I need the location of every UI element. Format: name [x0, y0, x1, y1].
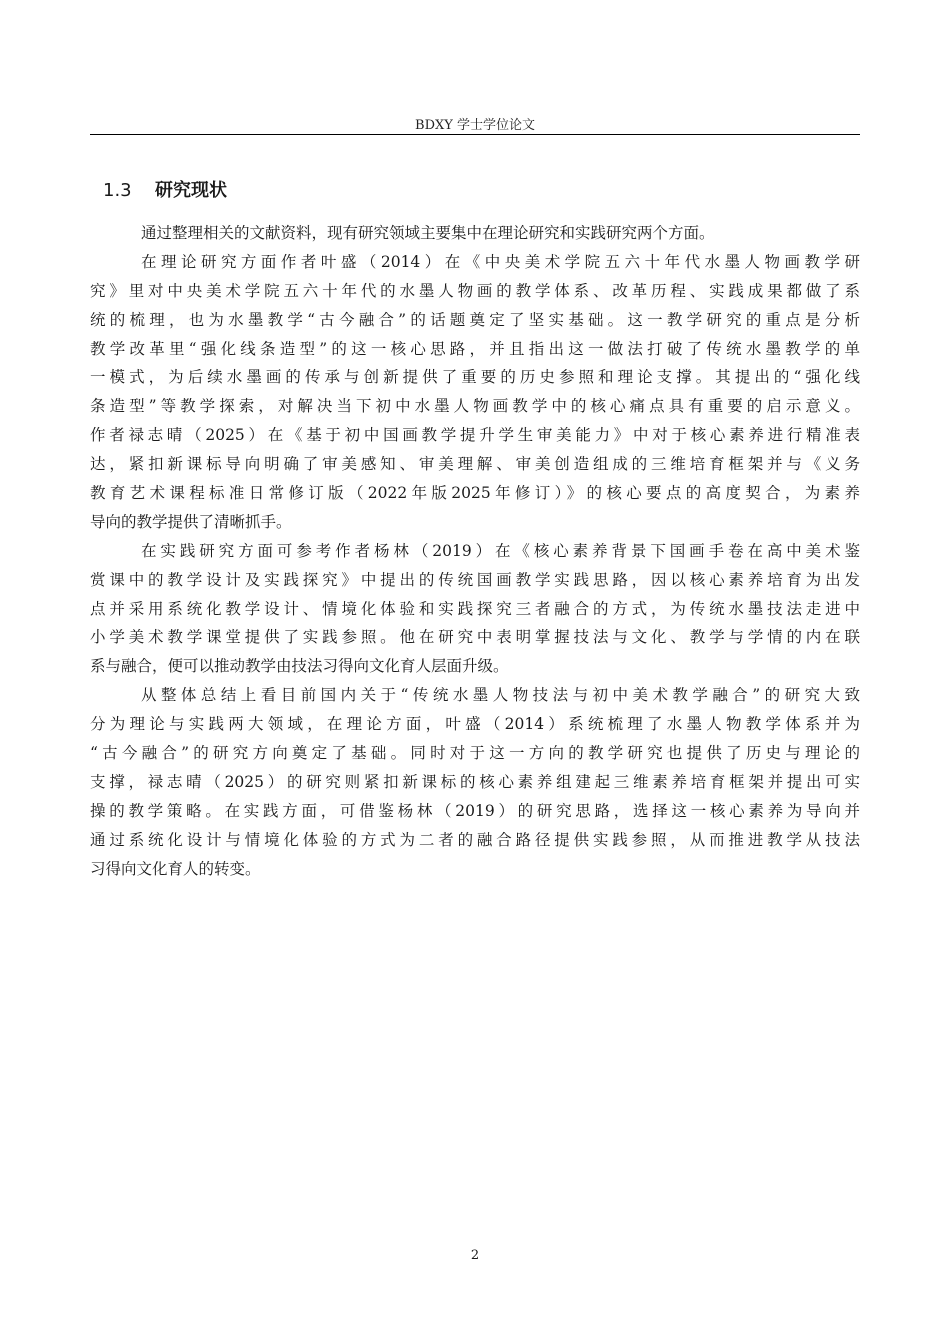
paragraph-line: 教育艺术课程标准日常修订版（2022年版2025年修订）》的核心要点的高度契合，为素养 — [90, 484, 860, 503]
paragraph-line: 点并采用系统化教学设计、情境化体验和实践探究三者融合的方式，为传统水墨技法走进中 — [90, 599, 860, 618]
section-number: 1.3 — [103, 180, 132, 201]
paragraph-line: 在实践研究方面可参考作者杨林（2019）在《核心素养背景下国画手卷在高中美术鉴 — [141, 541, 860, 560]
paragraph-line: “古今融合”的研究方向奠定了基础。同时对于这一方向的教学研究也提供了历史与理论的 — [90, 744, 860, 763]
section-heading — [103, 178, 227, 204]
paragraph-line: 从整体总结上看目前国内关于“传统水墨人物技法与初中美术教学融合”的研究大致 — [141, 686, 860, 705]
paragraph-line: 究》里对中央美术学院五六十年代的水墨人物画的教学体系、改革历程、实践成果都做了系 — [90, 281, 860, 300]
paragraph-line: 在理论研究方面作者叶盛（2014）在《中央美术学院五六十年代水墨人物画教学研 — [141, 252, 860, 271]
body-text — [90, 219, 860, 883]
paragraph-line: 条造型”等教学探索，对解决当下初中水墨人物画教学中的核心痛点具有重要的启示意义。 — [90, 397, 860, 416]
paragraph-line: 操的教学策略。在实践方面，可借鉴杨林（2019）的研究思路，选择这一核心素养为导向并 — [90, 801, 860, 820]
paragraph-line: 达，紧扣新课标导向明确了审美感知、审美理解、审美创造组成的三维培育框架并与《义务 — [90, 455, 860, 474]
paragraph-line: 导向的教学提供了清晰抓手。 — [90, 512, 292, 531]
paragraph-line: 支撑，禄志晴（2025）的研究则紧扣新课标的核心素养组建起三维素养培育框架并提出可实 — [90, 772, 860, 791]
section-title: 研究现状 — [155, 180, 227, 201]
header-rule — [90, 134, 860, 135]
paragraph-line: 教学改革里“强化线条造型”的这一核心思路，并且指出这一做法打破了传统水墨教学的单 — [90, 339, 860, 358]
paragraph-line: 一模式，为后续水墨画的传承与创新提供了重要的历史参照和理论支撑。其提出的“强化线 — [90, 368, 860, 387]
paragraph-line: 系与融合，便可以推动教学由技法习得向文化育人层面升级。 — [90, 657, 509, 676]
paragraph-line: 分为理论与实践两大领域，在理论方面，叶盛（2014）系统梳理了水墨人物教学体系并为 — [90, 715, 860, 734]
paragraph-line: 赏课中的教学设计及实践探究》中提出的传统国画教学实践思路，因以核心素养培育为出发 — [90, 570, 860, 589]
paragraph-line: 通过整理相关的文献资料，现有研究领域主要集中在理论研究和实践研究两个方面。 — [141, 224, 715, 242]
paragraph-line: 作者禄志晴（2025）在《基于初中国画教学提升学生审美能力》中对于核心素养进行精准表 — [90, 426, 860, 445]
paragraph-line: 习得向文化育人的转变。 — [90, 859, 261, 878]
paragraph-line: 通过系统化设计与情境化体验的方式为二者的融合路径提供实践参照，从而推进教学从技法 — [90, 830, 860, 849]
running-header: BDXY 学士学位论文 — [415, 118, 535, 133]
paragraph-line: 小学美术教学课堂提供了实践参照。他在研究中表明掌握技法与文化、教学与学情的内在联 — [90, 628, 860, 647]
paragraph-line: 统的梳理，也为水墨教学“古今融合”的话题奠定了坚实基础。这一教学研究的重点是分析 — [90, 310, 860, 329]
page-number: 2 — [470, 1248, 480, 1263]
